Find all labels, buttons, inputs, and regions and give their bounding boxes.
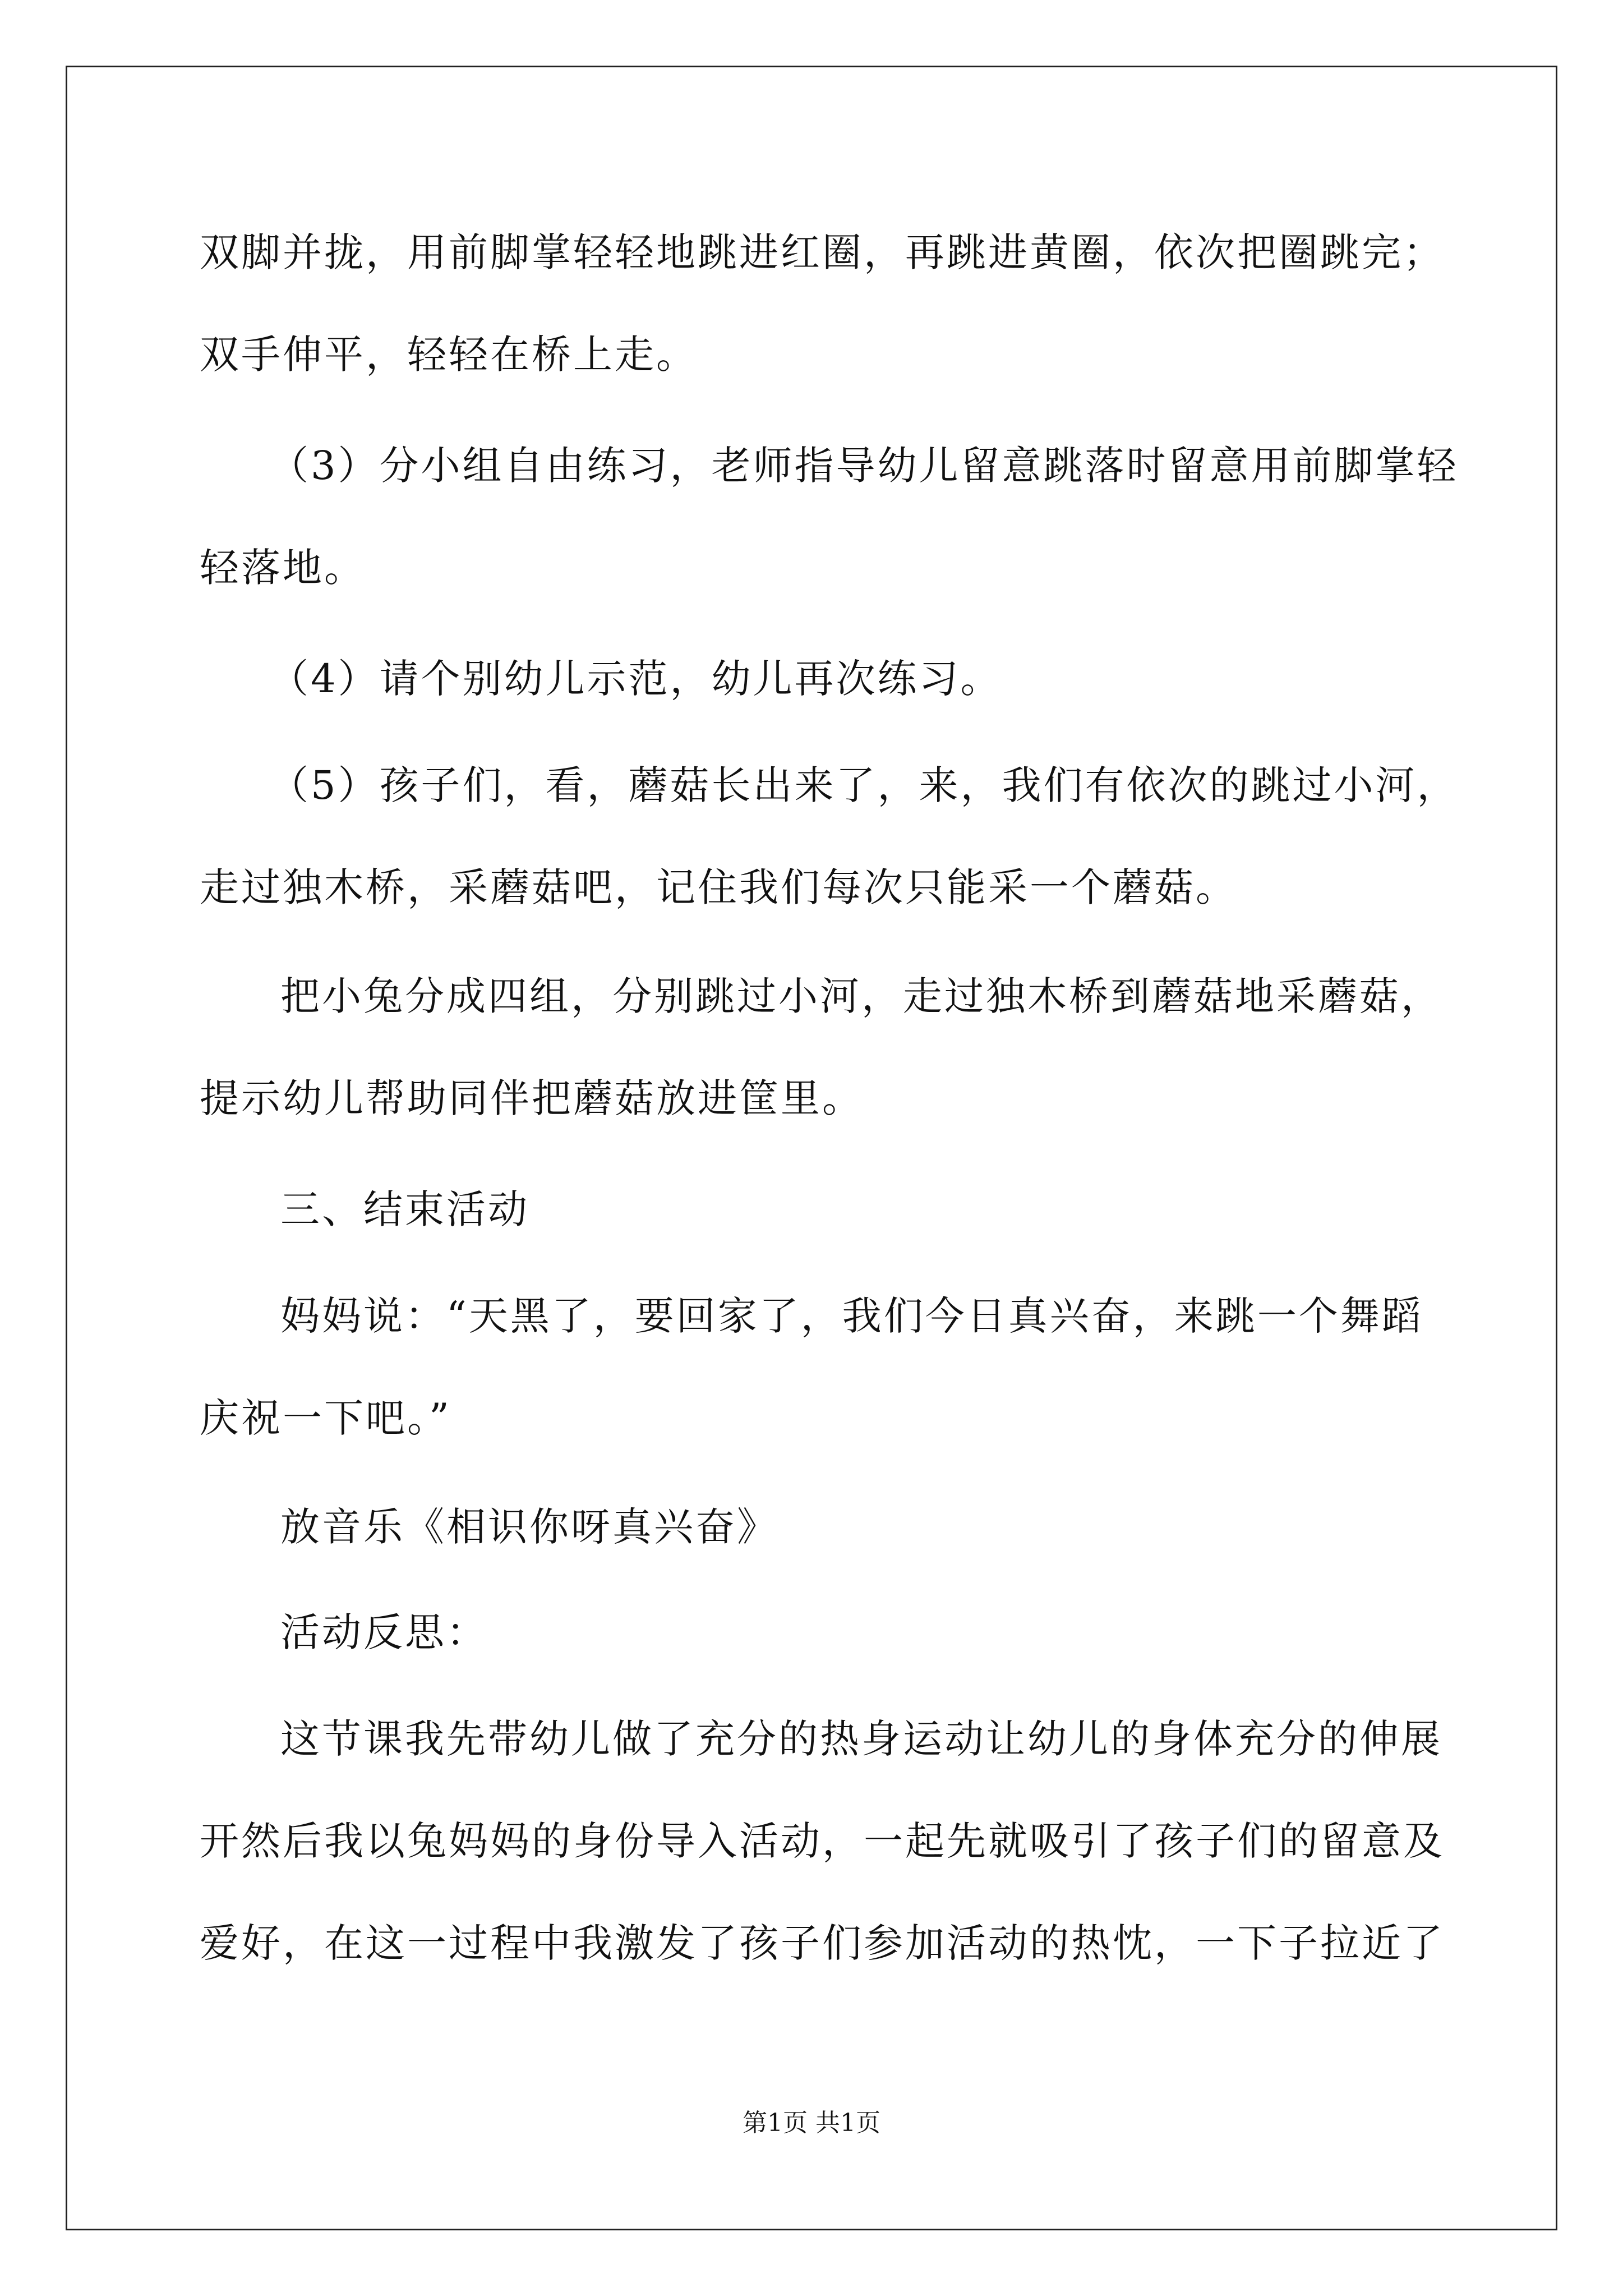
paragraph-line: 妈妈说：“天黑了，要回家了，我们今日真兴奋，来跳一个舞蹈	[280, 1293, 1423, 1339]
paragraph-line: 走过独木桥，采蘑菇吧，记住我们每次只能采一个蘑菇。	[200, 864, 1237, 910]
paragraph-line: 庆祝一下吧。”	[200, 1395, 451, 1441]
paragraph-line: 这节课我先带幼儿做了充分的热身运动让幼儿的身体充分的伸展	[280, 1716, 1442, 1762]
paragraph-line: 开然后我以兔妈妈的身份导入活动，一起先就吸引了孩子们的留意及	[200, 1818, 1445, 1864]
section-heading: 三、结束活动	[280, 1186, 529, 1232]
paragraph-line: 双脚并拢，用前脚掌轻轻地跳进红圈，再跳进黄圈，依次把圈跳完；	[200, 229, 1445, 275]
paragraph-line: 轻落地。	[200, 545, 366, 591]
paragraph-line: 活动反思：	[280, 1609, 488, 1655]
paragraph-line: 放音乐《相识你呀真兴奋》	[280, 1504, 778, 1550]
paragraph-line: 把小兔分成四组，分别跳过小河，走过独木桥到蘑菇地采蘑菇，	[280, 973, 1442, 1019]
paragraph-line: 双手伸平，轻轻在桥上走。	[200, 332, 698, 378]
page-border	[66, 66, 1557, 2230]
paragraph-line: 提示幼儿帮助同伴把蘑菇放进筐里。	[200, 1075, 864, 1121]
paragraph-line: 爱好，在这一过程中我激发了孩子们参加活动的热忱，一下子拉近了	[200, 1920, 1445, 1966]
page-number-footer: 第1页 共1页	[743, 2109, 880, 2137]
paragraph-line: （3）分小组自由练习，老师指导幼儿留意跳落时留意用前脚掌轻	[269, 443, 1459, 489]
paragraph-line: （4）请个别幼儿示范，幼儿再次练习。	[269, 656, 1002, 702]
paragraph-line: （5）孩子们，看，蘑菇长出来了，来，我们有依次的跳过小河，	[269, 762, 1459, 808]
